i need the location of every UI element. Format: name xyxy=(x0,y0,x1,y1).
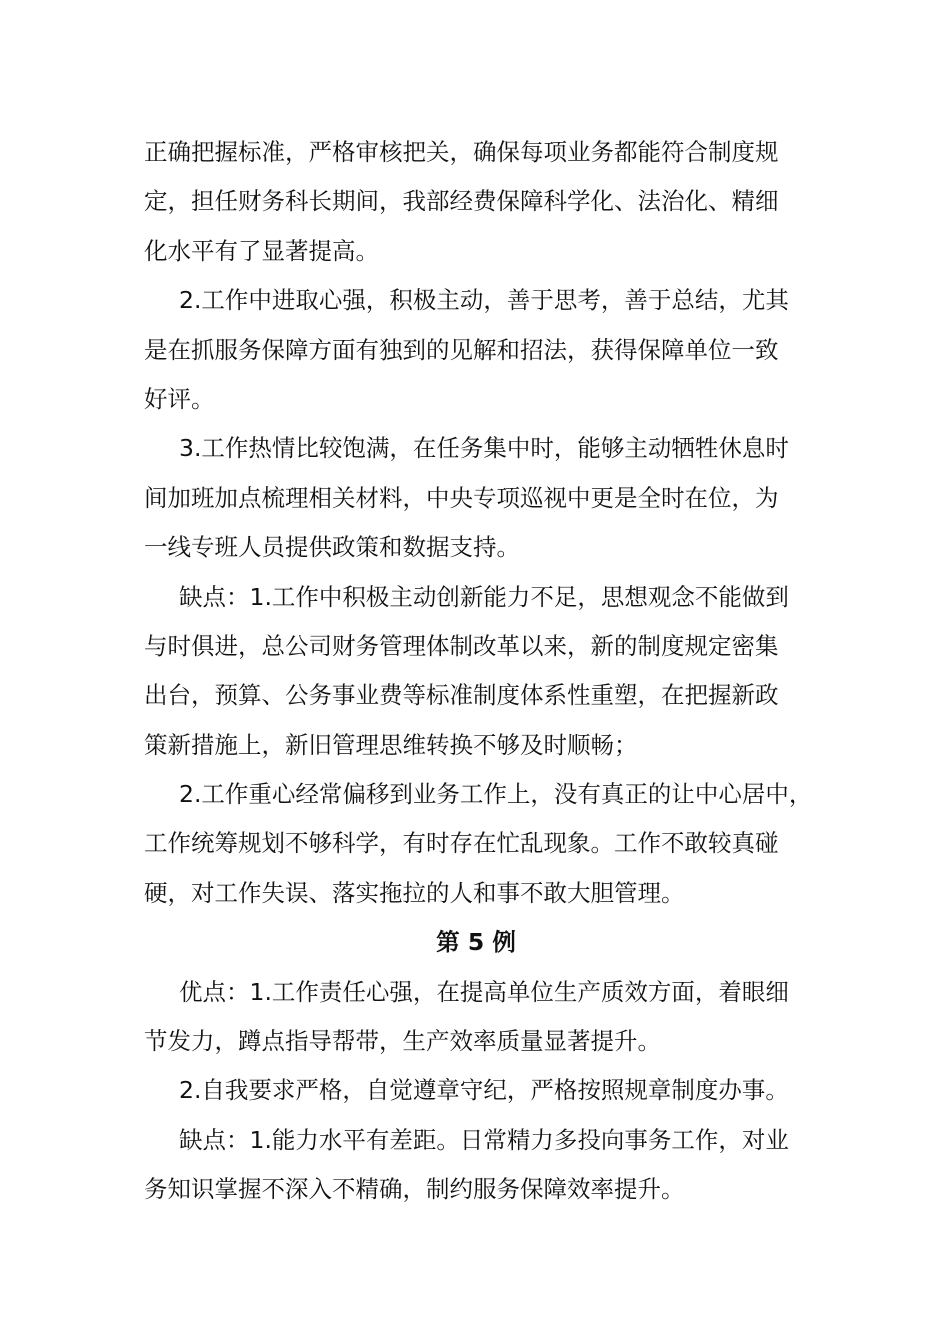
paragraph-line: 缺点：1.能力水平有差距。日常精力多投向事务工作，对业 xyxy=(179,1125,789,1154)
paragraph-line: 2.工作中进取心强，积极主动，善于思考，善于总结，尤其 xyxy=(179,286,789,315)
paragraph-line: 节发力，蹲点指导帮带，生产效率质量显著提升。 xyxy=(144,1027,661,1056)
paragraph-line: 硬，对工作失误、落实拖拉的人和事不敢大胆管理。 xyxy=(144,878,685,907)
paragraph-line: 优点：1.工作责任心强，在提高单位生产质效方面，着眼细 xyxy=(179,977,789,1006)
document-body xyxy=(144,128,813,1215)
paragraph-line: 化水平有了显著提高。 xyxy=(144,236,379,265)
paragraph-line: 2.自我要求严格，自觉遵章守纪，严格按照规章制度办事。 xyxy=(179,1076,789,1105)
paragraph-line: 出台，预算、公务事业费等标准制度体系性重塑，在把握新政 xyxy=(144,681,779,710)
paragraph-line: 务知识掌握不深入不精确，制约服务保障效率提升。 xyxy=(144,1175,685,1204)
paragraph-line: 一线专班人员提供政策和数据支持。 xyxy=(144,533,520,562)
paragraph-line: 正确把握标准，严格审核把关，确保每项业务都能符合制度规 xyxy=(144,138,779,166)
section-heading: 第 5 例 xyxy=(436,928,516,957)
paragraph-line: 工作统筹规划不够科学，有时存在忙乱现象。工作不敢较真碰 xyxy=(144,829,779,858)
paragraph-line: 间加班加点梳理相关材料，中央专项巡视中更是全时在位，为 xyxy=(144,483,779,512)
paragraph-line: 2.工作重心经常偏移到业务工作上，没有真正的让中心居中， xyxy=(179,780,813,809)
paragraph-line: 与时俱进，总公司财务管理体制改革以来，新的制度规定密集 xyxy=(144,631,779,660)
paragraph-line: 策新措施上，新旧管理思维转换不够及时顺畅； xyxy=(144,730,638,759)
paragraph-line: 缺点：1.工作中积极主动创新能力不足，思想观念不能做到 xyxy=(179,582,789,611)
paragraph-line: 好评。 xyxy=(144,384,215,413)
paragraph-line: 是在抓服务保障方面有独到的见解和招法，获得保障单位一致 xyxy=(144,335,779,364)
paragraph-line: 定，担任财务科长期间，我部经费保障科学化、法治化、精细 xyxy=(144,187,779,216)
paragraph-line: 3.工作热情比较饱满，在任务集中时，能够主动牺牲休息时 xyxy=(179,434,789,463)
